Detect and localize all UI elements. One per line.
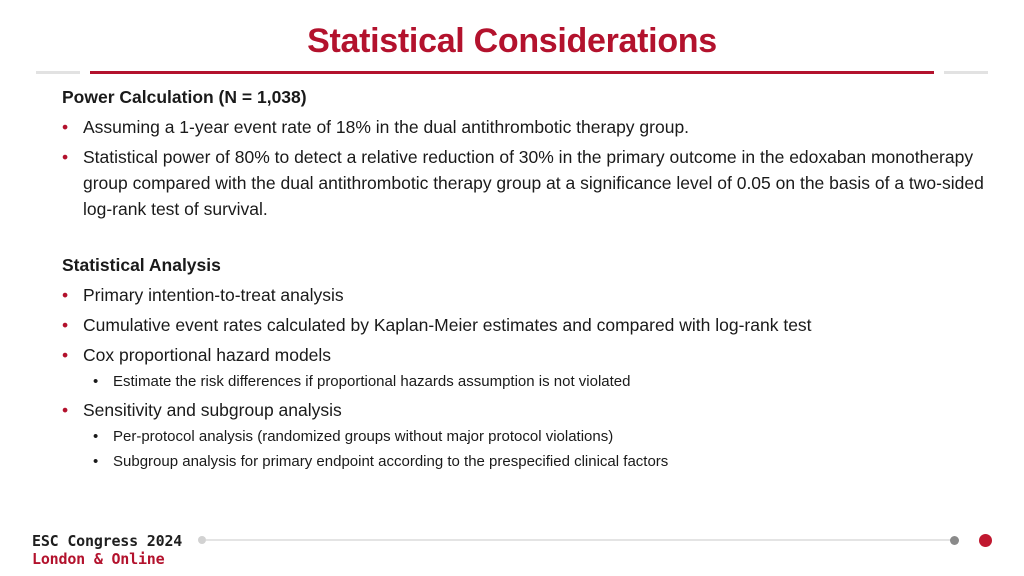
subbullet-subgroup-endpoint: • Subgroup analysis for primary endpoint according to the prespecified clinical factors [62,451,1002,473]
title-rule-right-accent [944,71,988,74]
footer-dot-left [198,536,206,544]
footer-congress-name: ESC Congress 2024 [32,532,183,550]
subbullet-risk-differences: • Estimate the risk differences if proportional hazards assumption is not violated [62,371,1002,393]
section-heading-power-calculation: Power Calculation (N = 1,038) [62,87,307,107]
bullet-statistical-power: • Statistical power of 80% to detect a relative reduction of 30% in the primary outcome in the edoxaban monotherapy group compared with the dual antithrombotic therapy group at a significance level of 0.05 on the basis of a two-sided log-rank test of survival. [62,144,1002,222]
bullet-sensitivity-subgroup: • Sensitivity and subgroup analysis [62,397,1002,423]
footer-dot-grey [950,536,959,545]
title-rule [90,71,934,74]
slide-title: Statistical Considerations [307,22,717,60]
bullet-event-rate: • Assuming a 1-year event rate of 18% in the dual antithrombotic therapy group. [62,114,1002,140]
bullet-itt-analysis: • Primary intention-to-treat analysis [62,282,1002,308]
slide-content [62,84,1002,473]
footer-location: London & Online [32,550,165,568]
section-heading-statistical-analysis: Statistical Analysis [62,255,221,275]
footer-divider [206,539,954,541]
bullet-cox-models: • Cox proportional hazard models [62,342,1002,368]
footer-branding [32,532,182,568]
title-rule-left-accent [36,71,80,74]
subbullet-per-protocol: • Per-protocol analysis (randomized groups without major protocol violations) [62,426,1002,448]
footer-dot-red [979,534,992,547]
bullet-kaplan-meier: • Cumulative event rates calculated by Kaplan-Meier estimates and compared with log-rank test [62,312,1002,338]
